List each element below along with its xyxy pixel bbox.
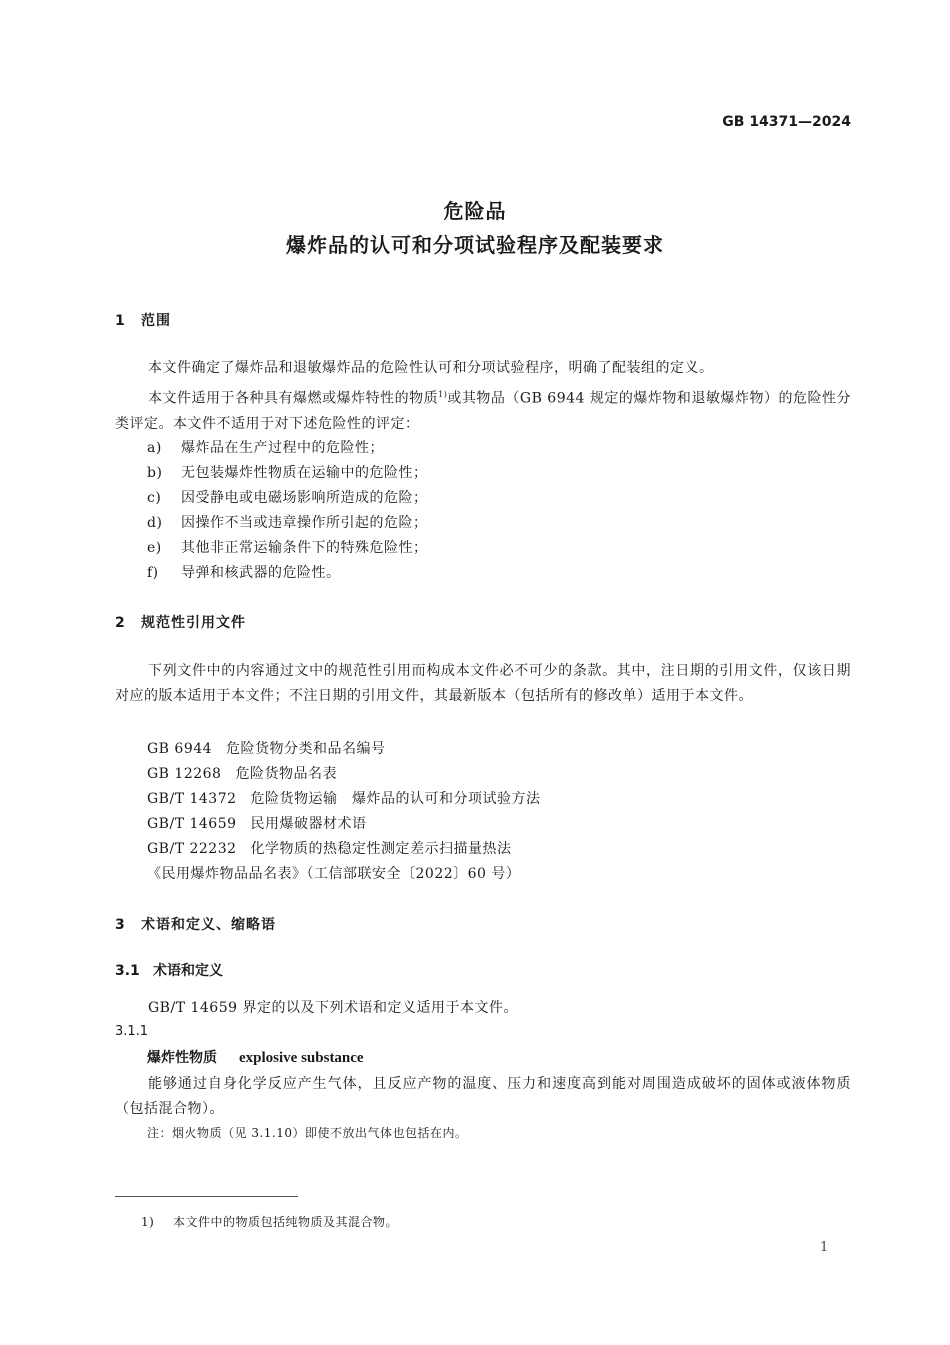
section-number: 2 xyxy=(115,615,126,631)
term-chinese: 爆炸性物质 xyxy=(147,1050,217,1066)
reference-item xyxy=(147,813,367,833)
term-note: 注：烟火物质（见 3.1.10）即使不放出气体也包括在内。 xyxy=(147,1126,468,1140)
section-2-paragraph: 下列文件中的内容通过文中的规范性引用而构成本文件必不可少的条款。其中，注日期的引用文件，仅该日期对应的版本适用于本文件；不注日期的引用文件，其最新版本（包括所有的修改单）适用于本文件。 xyxy=(115,663,851,704)
list-text: 爆炸品在生产过程中的危险性； xyxy=(181,440,384,456)
reference-title: 危险货物品名表 xyxy=(235,766,337,782)
footnote-ref: 1) xyxy=(438,390,448,399)
reference-item xyxy=(147,863,520,883)
subsection-3-1-paragraph: GB/T 14659 界定的以及下列术语和定义适用于本文件。 xyxy=(148,1000,518,1016)
section-1-paragraph-2 xyxy=(115,382,851,437)
list-text: 因操作不当或违章操作所引起的危险； xyxy=(181,515,428,531)
list-label: e) xyxy=(147,540,162,556)
list-item xyxy=(147,512,428,532)
section-number: 3 xyxy=(115,917,126,933)
reference-item xyxy=(147,738,386,758)
section-number: 1 xyxy=(115,313,126,329)
reference-title: 民用爆破器材术语 xyxy=(250,816,367,832)
footnote-text: 本文件中的物质包括纯物质及其混合物。 xyxy=(173,1215,399,1229)
reference-code: GB 6944 xyxy=(147,741,213,757)
section-title: 范围 xyxy=(141,313,171,329)
section-title: 术语和定义、缩略语 xyxy=(141,917,276,933)
subsection-number: 3.1 xyxy=(115,963,140,979)
term-definition: 能够通过自身化学反应产生气体，且反应产物的温度、压力和速度高到能对周围造成破坏的固体或液体物质（包括混合物）。 xyxy=(115,1076,851,1117)
document-title-line1: 危险品 xyxy=(443,199,507,223)
standard-number: GB 14371—2024 xyxy=(722,114,851,130)
page-number: 1 xyxy=(820,1240,829,1255)
paragraph-text: 或其物品（GB 6944 规定的爆炸物和退敏爆炸物）的危险性分类评定。本文件不适用于对下述危险性的评定： xyxy=(115,390,851,432)
section-3-heading xyxy=(115,914,276,934)
list-text: 因受静电或电磁场影响所造成的危险； xyxy=(181,490,428,506)
list-item xyxy=(147,437,384,457)
section-1-heading xyxy=(115,310,171,330)
list-label: f) xyxy=(147,565,159,581)
section-title: 规范性引用文件 xyxy=(141,615,246,631)
term-number: 3.1.1 xyxy=(115,1024,149,1039)
section-1-paragraph-1: 本文件确定了爆炸品和退敏爆炸品的危险性认可和分项试验程序，明确了配装组的定义。 xyxy=(148,360,714,376)
document-title-line2: 爆炸品的认可和分项试验程序及配装要求 xyxy=(286,233,664,257)
list-item xyxy=(147,562,341,582)
list-item xyxy=(147,462,428,482)
reference-item xyxy=(147,838,512,858)
subsection-3-1-heading xyxy=(115,960,223,980)
paragraph-text: 本文件适用于各种具有爆燃或爆炸特性的物质 xyxy=(148,390,439,407)
reference-title: 《民用爆炸物品品名表》（工信部联安全〔2022〕60 号） xyxy=(147,866,521,882)
list-text: 导弹和核武器的危险性。 xyxy=(181,565,341,581)
list-item xyxy=(147,487,428,507)
reference-code: GB/T 22232 xyxy=(147,841,237,857)
list-label: c) xyxy=(147,490,162,506)
subsection-title: 术语和定义 xyxy=(153,963,223,979)
reference-title: 化学物质的热稳定性测定差示扫描量热法 xyxy=(250,841,512,857)
list-item xyxy=(147,537,428,557)
reference-title: 危险货物分类和品名编号 xyxy=(226,741,386,757)
reference-code: GB/T 14372 xyxy=(147,791,237,807)
footnote-divider xyxy=(115,1196,298,1197)
reference-item xyxy=(147,788,541,808)
list-label: b) xyxy=(147,465,163,481)
reference-code: GB 12268 xyxy=(147,766,222,782)
list-label: d) xyxy=(147,515,163,531)
footnote xyxy=(141,1213,398,1230)
reference-code: GB/T 14659 xyxy=(147,816,237,832)
list-label: a) xyxy=(147,440,162,456)
footnote-mark: 1) xyxy=(141,1215,155,1229)
term-entry xyxy=(147,1047,364,1067)
section-2-heading xyxy=(115,612,246,632)
reference-item xyxy=(147,763,337,783)
reference-title: 危险货物运输 爆炸品的认可和分项试验方法 xyxy=(250,791,541,807)
list-text: 其他非正常运输条件下的特殊危险性； xyxy=(181,540,428,556)
list-text: 无包装爆炸性物质在运输中的危险性； xyxy=(181,465,428,481)
term-english: explosive substance xyxy=(239,1050,364,1066)
